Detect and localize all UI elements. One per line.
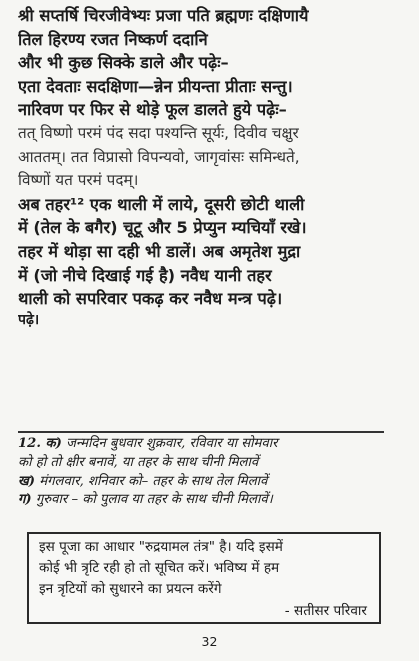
footnote-line: को हो तो क्षीर बनावें, या तहर के साथ चीनी मिलावें [18, 454, 259, 470]
instruction-line: थाली को सपरिवार पकढ़ कर नवैध मन्त्र पढ़े। [18, 289, 283, 309]
footnote-text: जन्मदिन बुधवार शुक्रवार, रविवार या सोमवार [61, 436, 278, 451]
footnote-line [18, 473, 408, 492]
notice-signature: - सतीसर परिवार [284, 603, 367, 619]
footnote-text: मंगलवार, शनिवार को– तहर के साथ तेल मिलावें [35, 473, 268, 489]
notice-line: इस पूजा का आधार "रुद्रयामल तंत्र" है। यदि इसमें [39, 539, 283, 555]
mantra-line: विष्णों यत परमं पदम्। [18, 171, 139, 190]
mantra-line: तिल हिरण्य रजत निष्कर्ण ददानि [18, 29, 208, 49]
main-text [18, 4, 406, 329]
instruction-line: नारिवण पर फिर से थोड़े फूल डालते हुये पढ़ेः– [18, 100, 287, 120]
mantra-line: आततम्। तत विप्रासो विपन्यवो, जागृवांसः समिन्धते, [18, 147, 300, 166]
footnote [18, 435, 408, 510]
instruction-line: और भी कुछ सिक्के डाले और पढ़ेः– [18, 53, 229, 73]
instruction-line: अब तहर¹² एक थाली में लाये, दूसरी छोटी थाली [18, 194, 305, 214]
footnote-marker: ग) [18, 492, 32, 508]
mantra-line: तत् विष्णो परमं पंद सदा पश्यन्ति सूर्यः, दिवीव चक्षुर [18, 123, 299, 142]
instruction-line: पढ़े। [18, 311, 40, 328]
notice-line: इन त्रृटियों को सुधारने का प्रयत्न करेंगे [39, 581, 222, 597]
mantra-line: श्री सप्तर्षि चिरजीवेभ्यः प्रजा पति ब्रह्मणः दक्षिणायै [18, 6, 309, 25]
page-number: 32 [201, 634, 218, 649]
footnote-marker: ख) [18, 473, 36, 489]
notice-box [27, 532, 381, 624]
instruction-line: में (जो नीचे दिखाई गई है) नवैध यानी तहर [18, 265, 272, 285]
footnote-text: गुरुवार – को पुलाव या तहर के साथ चीनी मिलावें। [31, 492, 273, 508]
footnote-divider [18, 431, 384, 433]
footnote-marker: 12. क) [18, 436, 62, 451]
notice-line: कोई भी त्रृटि रही हो तो सूचित करें। भविष्य में हम [39, 560, 280, 576]
instruction-line: तहर में थोड़ा सा दही भी डालें। अब अमृतेश मुद्रा [18, 241, 301, 261]
footnote-line [18, 491, 408, 510]
mantra-line: एता देवताः सदक्षिणा—न्नेन प्रीयन्ता प्रीताः सन्तु। [18, 76, 293, 96]
footnote-line [18, 435, 408, 454]
instruction-line: में (तेल के बगैर) चूटू और 5 प्रेप्युन म्यचियाँ रखे। [18, 218, 307, 238]
